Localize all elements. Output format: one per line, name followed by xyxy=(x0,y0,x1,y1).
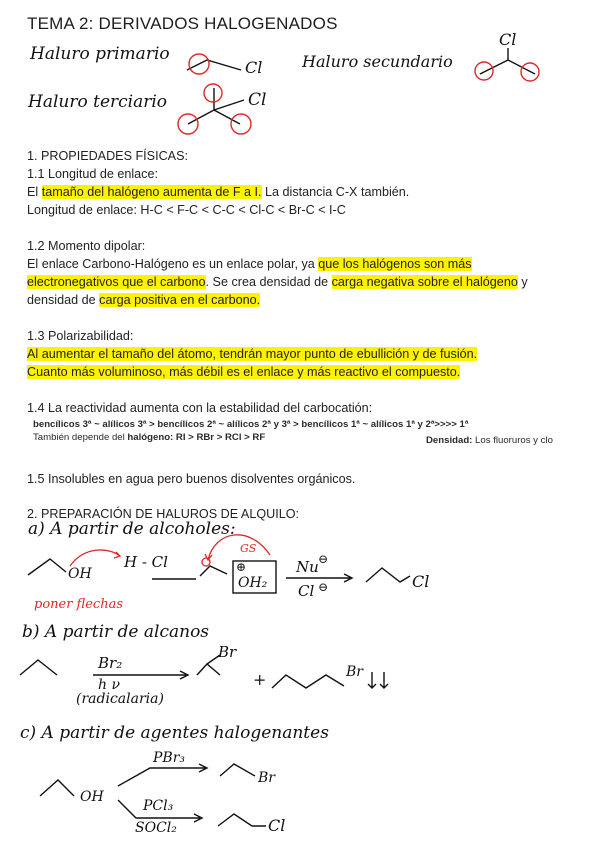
highlight-run: tamaño del halógeno aumenta de F a I. xyxy=(41,185,262,199)
text-run: También depende del xyxy=(33,432,128,443)
text-run: El enlace Carbono-Halógeno es un enlace polar, ya xyxy=(27,257,319,271)
reactividad-halogeno xyxy=(33,431,265,444)
reaction-c-br: Br xyxy=(258,770,275,786)
highlight-run: que los halógenos son más xyxy=(318,257,472,271)
paragraph-polarizabilidad-2 xyxy=(27,363,460,381)
plus-charge-icon: ⊕ xyxy=(236,560,247,574)
section1-heading: 1. PROPIEDADES FÍSICAS: xyxy=(27,149,188,163)
subheading-longitud: 1.1 Longitud de enlace: xyxy=(27,167,158,181)
reaction-b-br-1: Br xyxy=(218,643,237,661)
primary-structure xyxy=(187,54,241,74)
reactividad-densidad xyxy=(426,434,553,447)
section2-heading: 2. PREPARACIÓN DE HALUROS DE ALQUILO: xyxy=(27,507,300,521)
minus-charge-icon: ⊖ xyxy=(318,580,329,594)
reaction-a-product: Cl xyxy=(412,572,430,591)
reaction-a-title: a) A partir de alcoholes: xyxy=(28,519,236,539)
reactividad-order: bencílicos 3ª ~ alílicos 3ª > bencílicos 2ª ~ alílicos 2ª y 3ª > bencílicos 1ª ~ alílicos 1ª y 2ª>>>> 1ª xyxy=(33,419,469,430)
reaction-c-cl: Cl xyxy=(268,816,286,835)
page-title: TEMA 2: DERIVADOS HALOGENADOS xyxy=(27,14,338,33)
reaction-b-br-2: Br xyxy=(346,664,363,680)
reaction-b-condition: h ν xyxy=(98,677,120,693)
reaction-a-nu: Nu xyxy=(296,558,319,576)
highlight-run: carga negativa sobre el halógeno xyxy=(331,275,518,289)
reaction-a-hcl: H - Cl xyxy=(124,553,168,571)
reaction-a-cl-minus: Cl xyxy=(298,582,315,600)
cl-primario: Cl xyxy=(245,58,263,77)
reaction-c-title: c) A partir de agentes halogenantes xyxy=(20,723,329,743)
reaction-a-gs: GS xyxy=(240,542,257,555)
text-run: Los fluoruros y clo xyxy=(472,435,553,446)
reaction-b-note: (radicalaria) xyxy=(76,691,164,707)
reaction-a-oh2: OH₂ xyxy=(238,575,268,591)
minus-charge-icon: ⊖ xyxy=(318,552,329,566)
paragraph-longitud-1 xyxy=(27,183,409,201)
cl-secundario: Cl xyxy=(499,30,517,49)
bold-run: Densidad: xyxy=(426,435,473,446)
reaction-b xyxy=(20,655,388,688)
highlight-run: Al aumentar el tamaño del átomo, tendrán mayor punto de ebullición y de fusión. xyxy=(27,347,478,361)
reaction-a-note: poner flechas xyxy=(34,597,124,612)
highlight-run: Cuanto más voluminoso, más débil es el enlace y más reactivo el compuesto. xyxy=(27,365,461,379)
secondary-structure xyxy=(475,48,539,81)
subheading-polarizabilidad: 1.3 Polarizabilidad: xyxy=(27,329,134,343)
text-run: . Se crea densidad de xyxy=(205,275,332,289)
subheading-momento: 1.2 Momento dipolar: xyxy=(27,239,146,253)
subheading-reactividad: 1.4 La reactividad aumenta con la estabilidad del carbocatión: xyxy=(27,401,373,415)
text-run: El xyxy=(27,185,42,199)
reaction-c xyxy=(40,764,266,826)
label-haluro-terciario: Haluro terciario xyxy=(28,92,168,112)
reaction-c-oh: OH xyxy=(80,789,104,805)
paragraph-longitud-2: Longitud de enlace: H-C < F-C < C-C < Cl-C < Br-C < I-C xyxy=(27,203,346,217)
cl-terciario: Cl xyxy=(248,90,267,110)
reaction-a-oh: OH xyxy=(68,566,92,582)
paragraph-momento-1 xyxy=(27,255,472,273)
text-run: y xyxy=(517,275,528,289)
paragraph-polarizabilidad-1 xyxy=(27,345,477,363)
paragraph-momento-2 xyxy=(27,273,528,291)
bold-run: halógeno: RI > RBr > RCl > RF xyxy=(127,432,266,443)
tertiary-structure xyxy=(178,84,251,134)
paragraph-momento-3 xyxy=(27,291,260,309)
subheading-solubilidad: 1.5 Insolubles en agua pero buenos disolventes orgánicos. xyxy=(27,472,356,486)
text-run: La distancia C-X también. xyxy=(261,185,410,199)
highlight-run: electronegativos que el carbono xyxy=(27,275,206,289)
label-haluro-secundario: Haluro secundario xyxy=(302,52,453,71)
label-haluro-primario: Haluro primario xyxy=(30,44,170,64)
reaction-c-pcl3: PCl₃ xyxy=(143,798,174,814)
highlight-run: carga positiva en el carbono. xyxy=(99,293,261,307)
reaction-b-title: b) A partir de alcanos xyxy=(22,622,210,642)
reaction-c-pbr3: PBr₃ xyxy=(153,750,186,766)
reaction-b-plus: + xyxy=(253,670,267,689)
text-run: densidad de xyxy=(27,293,100,307)
reaction-c-socl2: SOCl₂ xyxy=(135,820,177,836)
reaction-b-reagent: Br₂ xyxy=(98,654,123,672)
